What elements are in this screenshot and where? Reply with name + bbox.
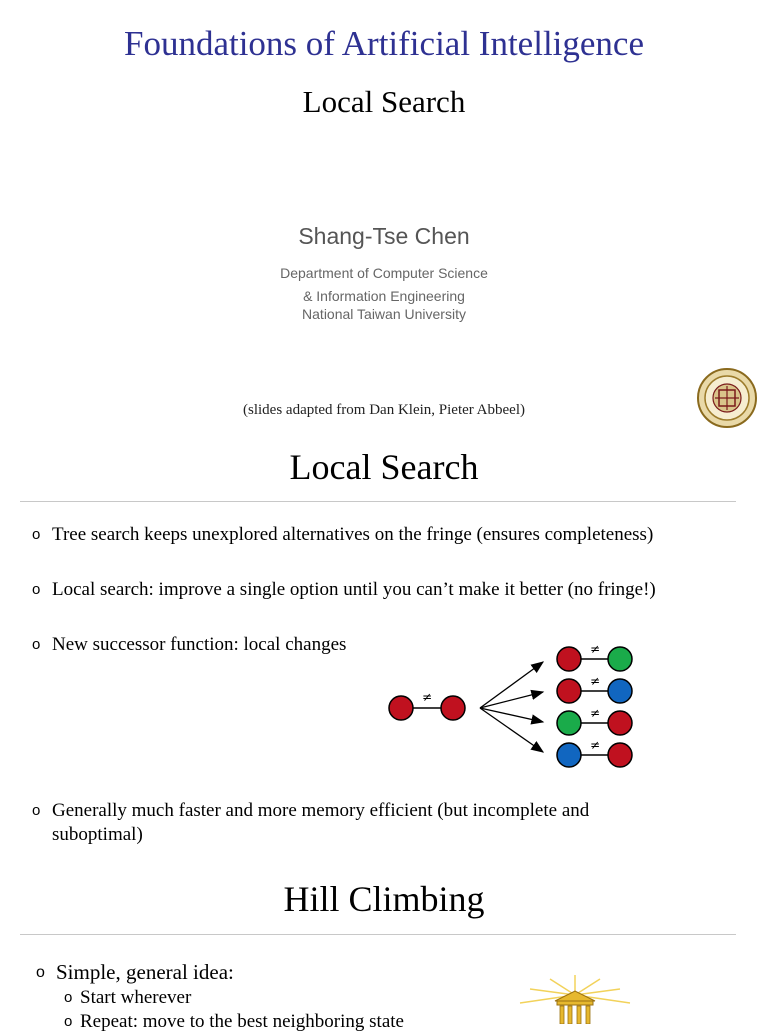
university-name: National Taiwan University	[302, 306, 466, 322]
bullet-marker: o	[32, 526, 41, 543]
arrow	[480, 662, 543, 708]
node-blue	[557, 743, 581, 767]
slide-title-hill-climbing: Hill Climbing	[283, 879, 485, 919]
bullet-marker: o	[64, 1013, 73, 1030]
node-red	[608, 711, 632, 735]
node-red	[441, 696, 465, 720]
bullet-text: Tree search keeps unexplored alternatives on the fringe (ensures completeness)	[52, 524, 654, 545]
node-blue	[608, 679, 632, 703]
node-red	[608, 743, 632, 767]
bullet-marker: o	[32, 581, 41, 598]
course-title: Foundations of Artificial Intelligence	[123, 24, 644, 63]
bullet-marker: o	[36, 964, 45, 981]
slide-title-local-search: Local Search	[289, 447, 479, 487]
node-red	[557, 679, 581, 703]
bullet-text: New successor function: local changes	[52, 634, 347, 655]
bullet-text: Generally much faster and more memory efficient (but incomplete and	[52, 800, 590, 821]
node-green	[557, 711, 581, 735]
department-line-2: & Information Engineering	[303, 288, 465, 304]
glowing-building-icon	[510, 975, 640, 1024]
local-changes-diagram	[380, 640, 645, 775]
neq-label: ≠	[589, 706, 601, 720]
bullet-marker: o	[32, 802, 41, 819]
bullet-text: Local search: improve a single option until you can’t make it better (no fringe!)	[52, 579, 656, 600]
bullet-marker: o	[32, 636, 41, 653]
neq-label: ≠	[589, 642, 601, 656]
slide-credit: (slides adapted from Dan Klein, Pieter Abbeel)	[243, 402, 525, 418]
arrow	[480, 692, 543, 708]
title-divider	[20, 501, 736, 502]
neq-label: ≠	[589, 738, 601, 752]
node-red	[557, 647, 581, 671]
node-red	[389, 696, 413, 720]
department-line-1: Department of Computer Science	[280, 265, 488, 281]
author-name: Shang-Tse Chen	[298, 223, 470, 249]
bullet-text: Start wherever	[80, 987, 192, 1008]
neq-label: ≠	[589, 674, 601, 688]
bullet-text: Repeat: move to the best neighboring state	[80, 1011, 404, 1032]
title-divider	[20, 934, 736, 935]
bullet-text: suboptimal)	[52, 824, 143, 845]
university-seal-icon	[697, 368, 757, 428]
bullet-marker: o	[64, 989, 73, 1006]
neq-label: ≠	[421, 690, 433, 704]
lecture-title: Local Search	[302, 84, 466, 119]
bullet-text: Simple, general idea:	[56, 960, 234, 984]
node-green	[608, 647, 632, 671]
